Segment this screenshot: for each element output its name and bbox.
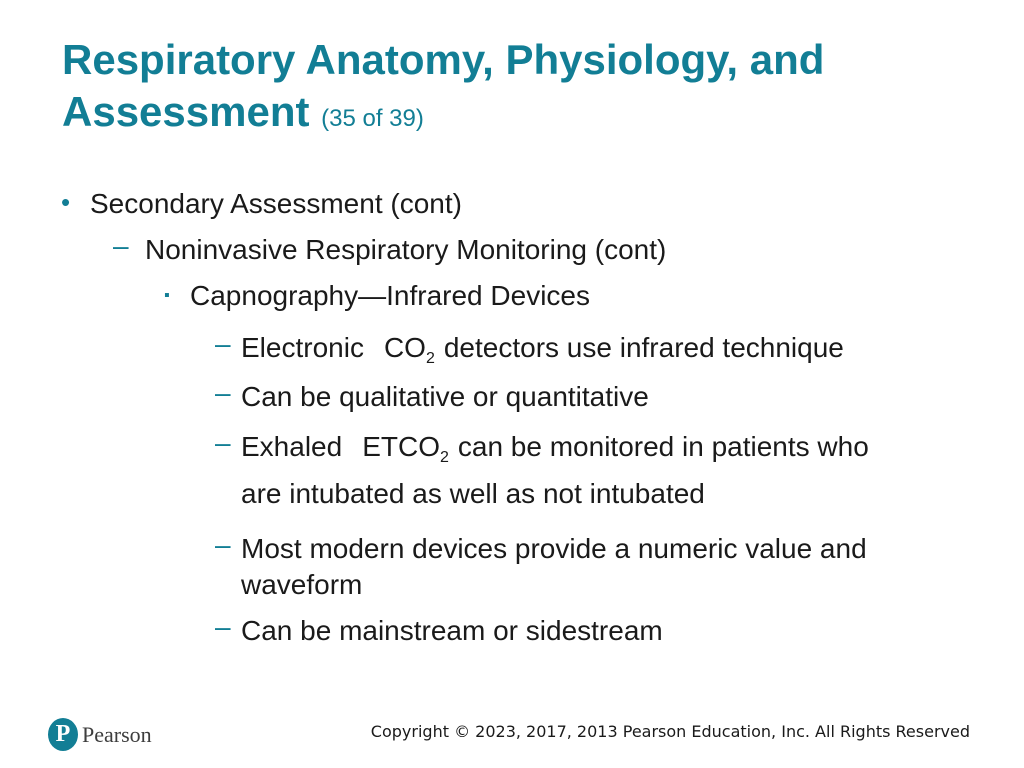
pearson-logo (48, 718, 178, 752)
list-item-text-before: Exhaled (241, 431, 343, 462)
bullet-level3 (164, 279, 590, 313)
list-item-text-after: detectors use infrared technique (443, 332, 844, 363)
list-item-text-before: Electronic (241, 332, 364, 363)
list-item-electronic-co2 (215, 328, 844, 367)
list-item-text: Can be mainstream or sidestream (241, 615, 663, 646)
bullet-level2-text: Noninvasive Respiratory Monitoring (cont) (145, 234, 667, 265)
chemical-subscript: 2 (439, 449, 449, 466)
dash-marker-icon: – (113, 230, 129, 261)
chemical-symbol: ETCO (362, 431, 440, 462)
pearson-wordmark: Pearson (82, 722, 152, 747)
slide-title (62, 34, 962, 145)
list-item-continuation: waveform (241, 569, 363, 600)
dash-marker-icon: – (215, 328, 231, 359)
pearson-p-icon: P (48, 718, 78, 751)
dash-marker-icon: – (215, 427, 231, 458)
list-item-exhaled-etco2 (215, 427, 869, 466)
slide-title-main: Respiratory Anatomy, Physiology, and Assessment (62, 36, 825, 135)
bullet-level1 (61, 187, 462, 221)
dash-marker-icon: – (215, 611, 231, 642)
list-item-text: Most modern devices provide a numeric value and (241, 533, 867, 564)
chemical-formula-etco2 (362, 431, 449, 466)
bullet-level2 (113, 230, 667, 267)
dash-marker-icon: – (215, 529, 231, 560)
chemical-subscript: 2 (425, 350, 435, 367)
bullet-level3-text: Capnography—Infrared Devices (190, 280, 590, 311)
bullet-level1-text: Secondary Assessment (cont) (90, 188, 462, 219)
list-item-text: Can be qualitative or quantitative (241, 381, 649, 412)
slide-counter: (35 of 39) (321, 105, 424, 132)
square-bullet-icon: ▪ (164, 287, 170, 304)
list-item-modern-devices (215, 529, 867, 566)
list-item-continuation: are intubated as well as not intubated (241, 478, 705, 509)
dash-marker-icon: – (215, 377, 231, 408)
list-item-mainstream (215, 611, 663, 648)
bullet-dot-icon: • (61, 187, 71, 217)
list-item-text-after: can be monitored in patients who (457, 431, 869, 462)
chemical-symbol: CO (383, 332, 426, 363)
list-item-qualitative (215, 377, 649, 414)
chemical-formula-co2 (383, 332, 435, 367)
copyright-notice: Copyright © 2023, 2017, 2013 Pearson Education, Inc. All Rights Reserved (370, 722, 970, 741)
